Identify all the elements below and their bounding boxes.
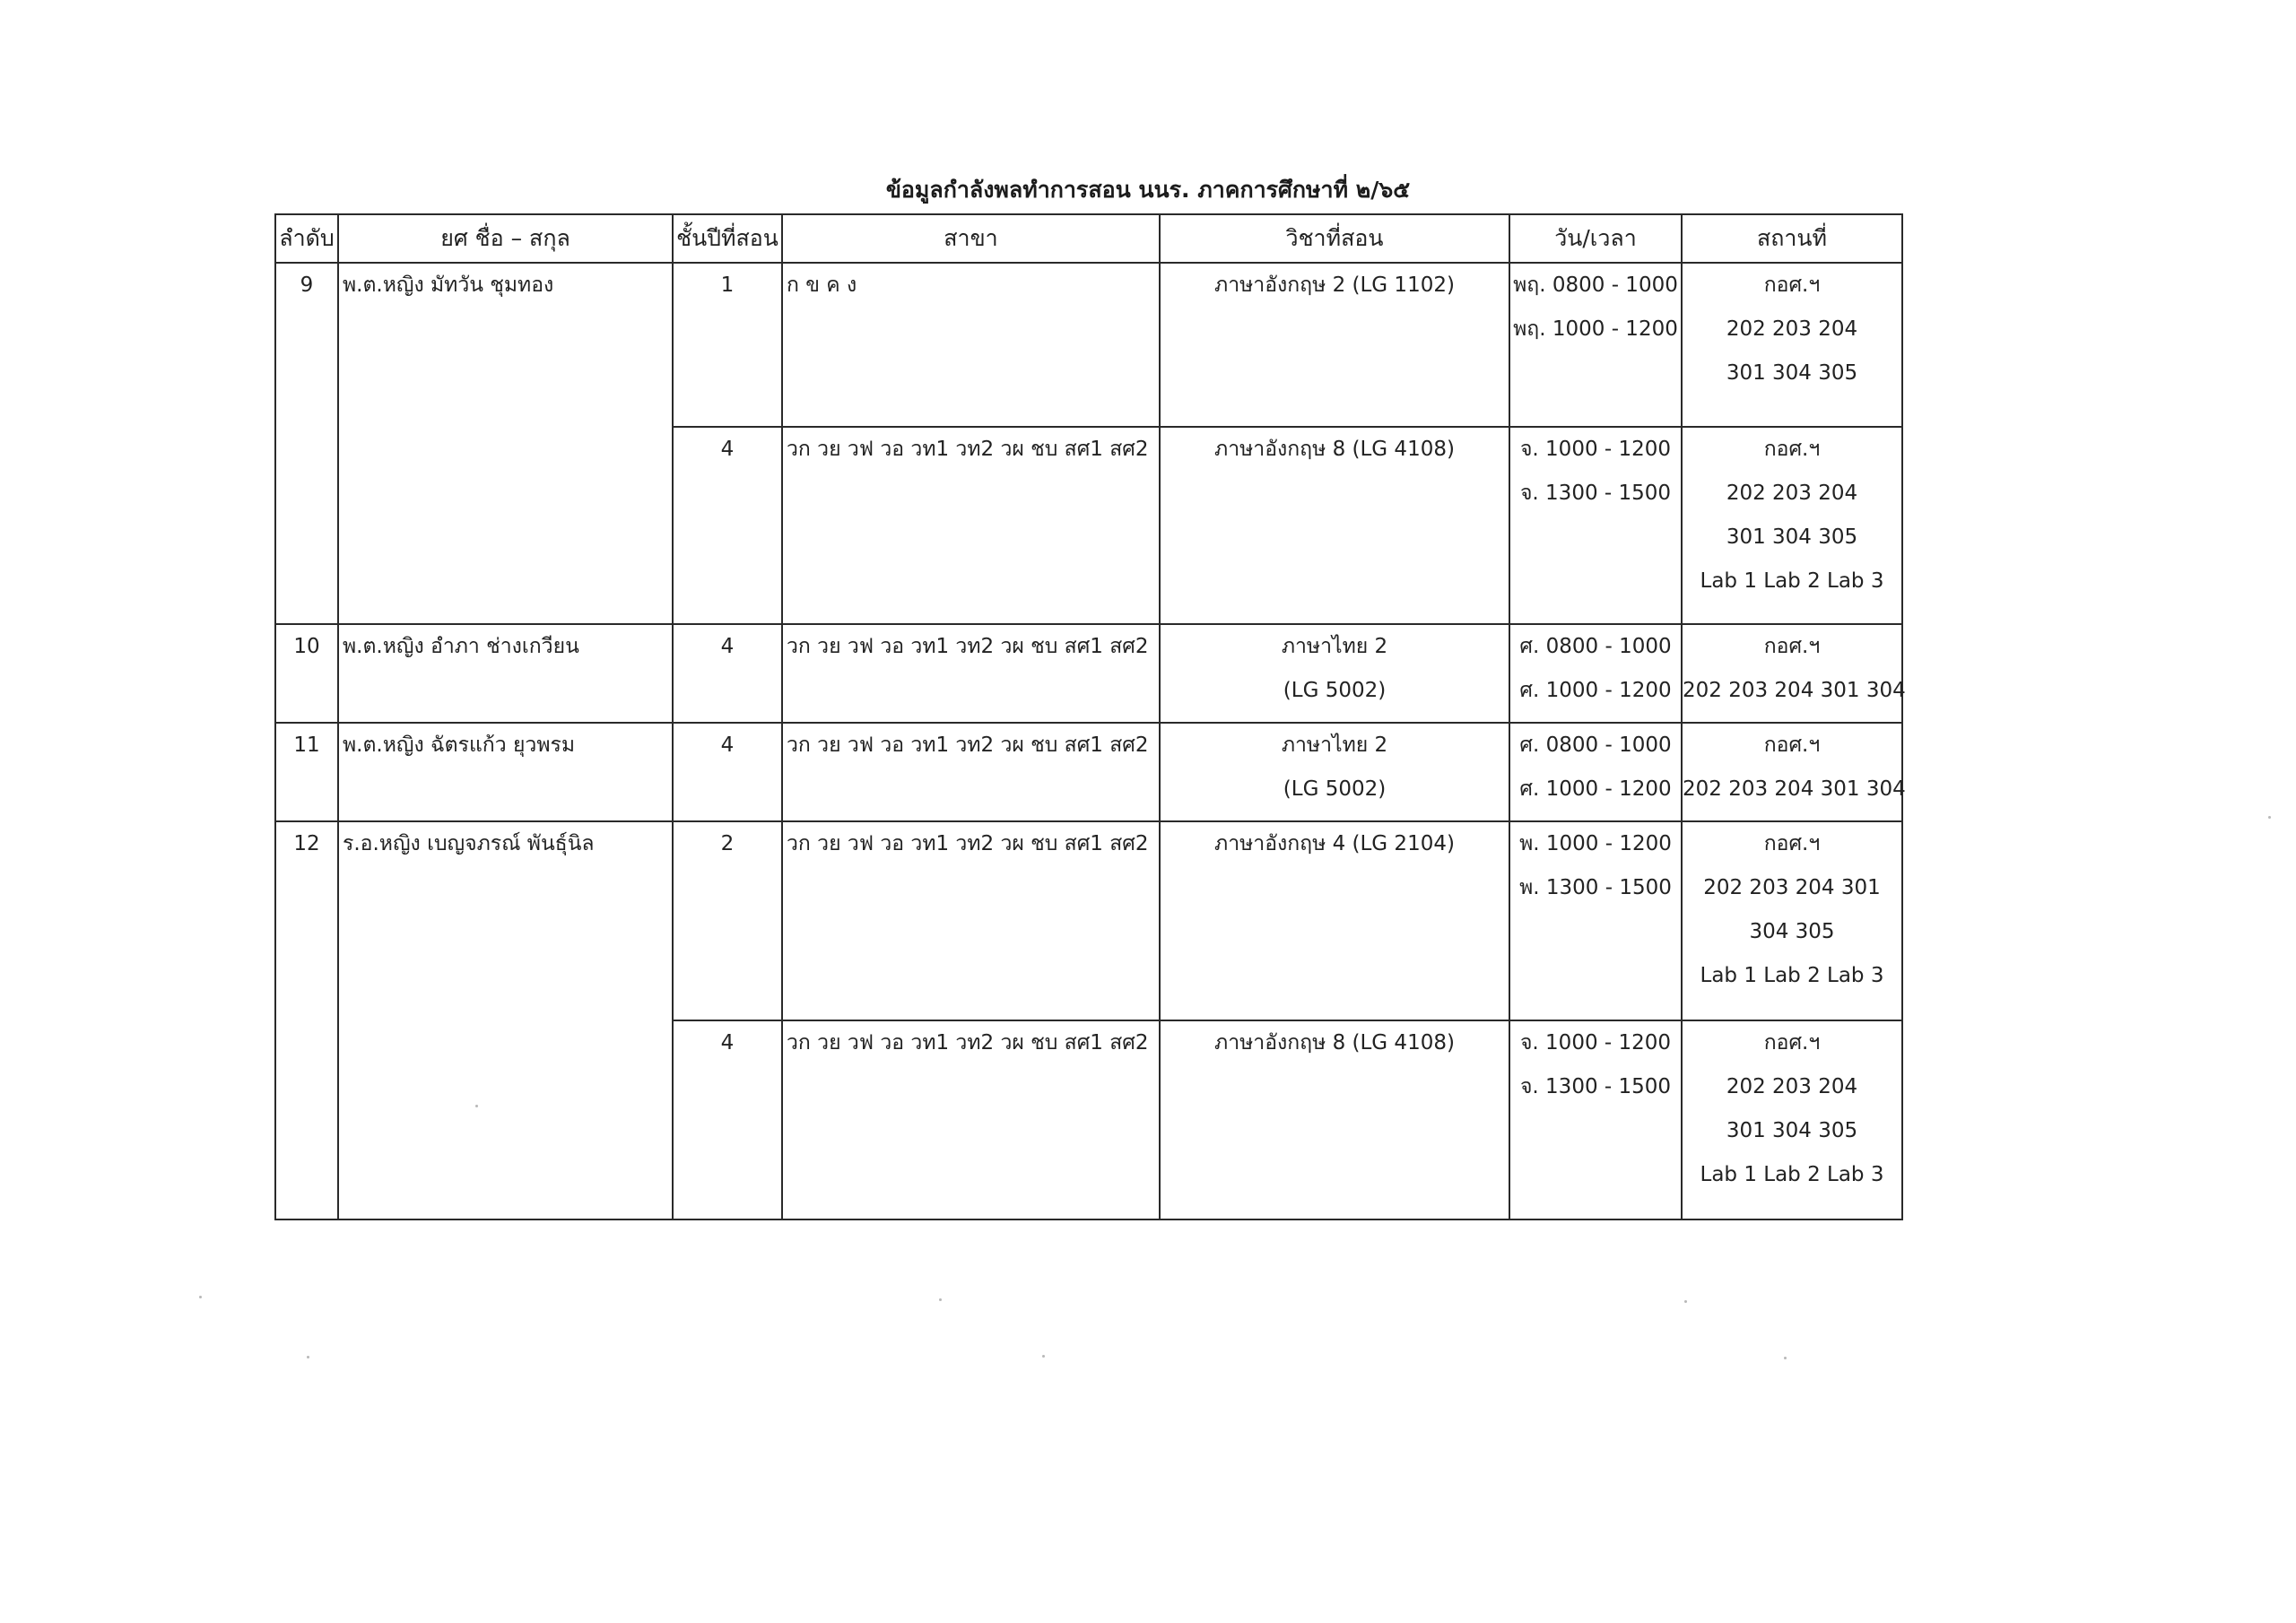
scan-speck — [939, 1298, 942, 1301]
scan-speck — [307, 1356, 309, 1358]
datetime-cell: พ. 1000 - 1200 พ. 1300 - 1500 — [1509, 821, 1682, 1020]
place-cell: กอศ.ฯ 202 203 204 301 304 305 Lab 1 Lab 2 Lab 3 — [1682, 427, 1902, 624]
header-datetime: วัน/เวลา — [1509, 214, 1682, 263]
scan-speck — [1684, 1300, 1687, 1303]
place-cell: กอศ.ฯ 202 203 204 301 304 305 — [1682, 263, 1902, 427]
header-name: ยศ ชื่อ – สกุล — [338, 214, 673, 263]
branch-cell: วก วย วฟ วอ วท1 วท2 วผ ชบ สศ1 สศ2 — [782, 624, 1160, 723]
row-number: 10 — [275, 624, 338, 723]
datetime-cell: จ. 1000 - 1200 จ. 1300 - 1500 — [1509, 1020, 1682, 1219]
subject-cell: ภาษาอังกฤษ 4 (LG 2104) — [1160, 821, 1509, 1020]
year-cell: 1 — [673, 263, 782, 427]
year-cell: 4 — [673, 624, 782, 723]
subject-cell: ภาษาไทย 2 (LG 5002) — [1160, 624, 1509, 723]
branch-cell: วก วย วฟ วอ วท1 วท2 วผ ชบ สศ1 สศ2 — [782, 427, 1160, 624]
branch-cell: ก ข ค ง — [782, 263, 1160, 427]
year-cell: 4 — [673, 427, 782, 624]
table-row — [275, 263, 1902, 427]
subject-cell: ภาษาอังกฤษ 8 (LG 4108) — [1160, 1020, 1509, 1219]
header-place: สถานที่ — [1682, 214, 1902, 263]
header-branch: สาขา — [782, 214, 1160, 263]
table-row — [275, 723, 1902, 821]
subject-cell: ภาษาอังกฤษ 2 (LG 1102) — [1160, 263, 1509, 427]
header-subject: วิชาที่สอน — [1160, 214, 1509, 263]
instructor-name: พ.ต.หญิง ฉัตรแก้ว ยุวพรม — [338, 723, 673, 821]
scan-speck — [475, 1105, 478, 1107]
header-no: ลำดับ — [275, 214, 338, 263]
subject-cell: ภาษาอังกฤษ 8 (LG 4108) — [1160, 427, 1509, 624]
table-row — [275, 821, 1902, 1020]
header-row — [275, 214, 1902, 263]
branch-cell: วก วย วฟ วอ วท1 วท2 วผ ชบ สศ1 สศ2 — [782, 723, 1160, 821]
table-row — [275, 624, 1902, 723]
instructor-name: พ.ต.หญิง อำภา ช่างเกวียน — [338, 624, 673, 723]
place-cell: กอศ.ฯ 202 203 204 301 304 — [1682, 624, 1902, 723]
datetime-cell: จ. 1000 - 1200 จ. 1300 - 1500 — [1509, 427, 1682, 624]
year-cell: 4 — [673, 723, 782, 821]
branch-cell: วก วย วฟ วอ วท1 วท2 วผ ชบ สศ1 สศ2 — [782, 1020, 1160, 1219]
row-number: 12 — [275, 821, 338, 1219]
row-number: 9 — [275, 263, 338, 624]
teaching-schedule-table — [274, 213, 1906, 1220]
year-cell: 4 — [673, 1020, 782, 1219]
instructor-name: พ.ต.หญิง มัทวัน ชุมทอง — [338, 263, 673, 624]
instructor-name: ร.อ.หญิง เบญจภรณ์ พันธุ์นิล — [338, 821, 673, 1219]
scan-speck — [1042, 1355, 1045, 1358]
datetime-cell: ศ. 0800 - 1000 ศ. 1000 - 1200 — [1509, 624, 1682, 723]
scan-speck — [2268, 816, 2271, 819]
row-number: 11 — [275, 723, 338, 821]
place-cell: กอศ.ฯ 202 203 204 301 304 — [1682, 723, 1902, 821]
place-cell: กอศ.ฯ 202 203 204 301 304 305 Lab 1 Lab 2 Lab 3 — [1682, 821, 1902, 1020]
datetime-cell: พฤ. 0800 - 1000 พฤ. 1000 - 1200 — [1509, 263, 1682, 427]
header-year: ชั้นปีที่สอน — [673, 214, 782, 263]
datetime-cell: ศ. 0800 - 1000 ศ. 1000 - 1200 — [1509, 723, 1682, 821]
subject-cell: ภาษาไทย 2 (LG 5002) — [1160, 723, 1509, 821]
place-cell: กอศ.ฯ 202 203 204 301 304 305 Lab 1 Lab 2 Lab 3 — [1682, 1020, 1902, 1219]
document-title: ข้อมูลกำลังพลทำการสอน นนร. ภาคการศึกษาที่ ๒/๖๕ — [885, 177, 1411, 203]
year-cell: 2 — [673, 821, 782, 1020]
scan-speck — [199, 1296, 202, 1298]
branch-cell: วก วย วฟ วอ วท1 วท2 วผ ชบ สศ1 สศ2 — [782, 821, 1160, 1020]
scan-speck — [1784, 1357, 1787, 1359]
